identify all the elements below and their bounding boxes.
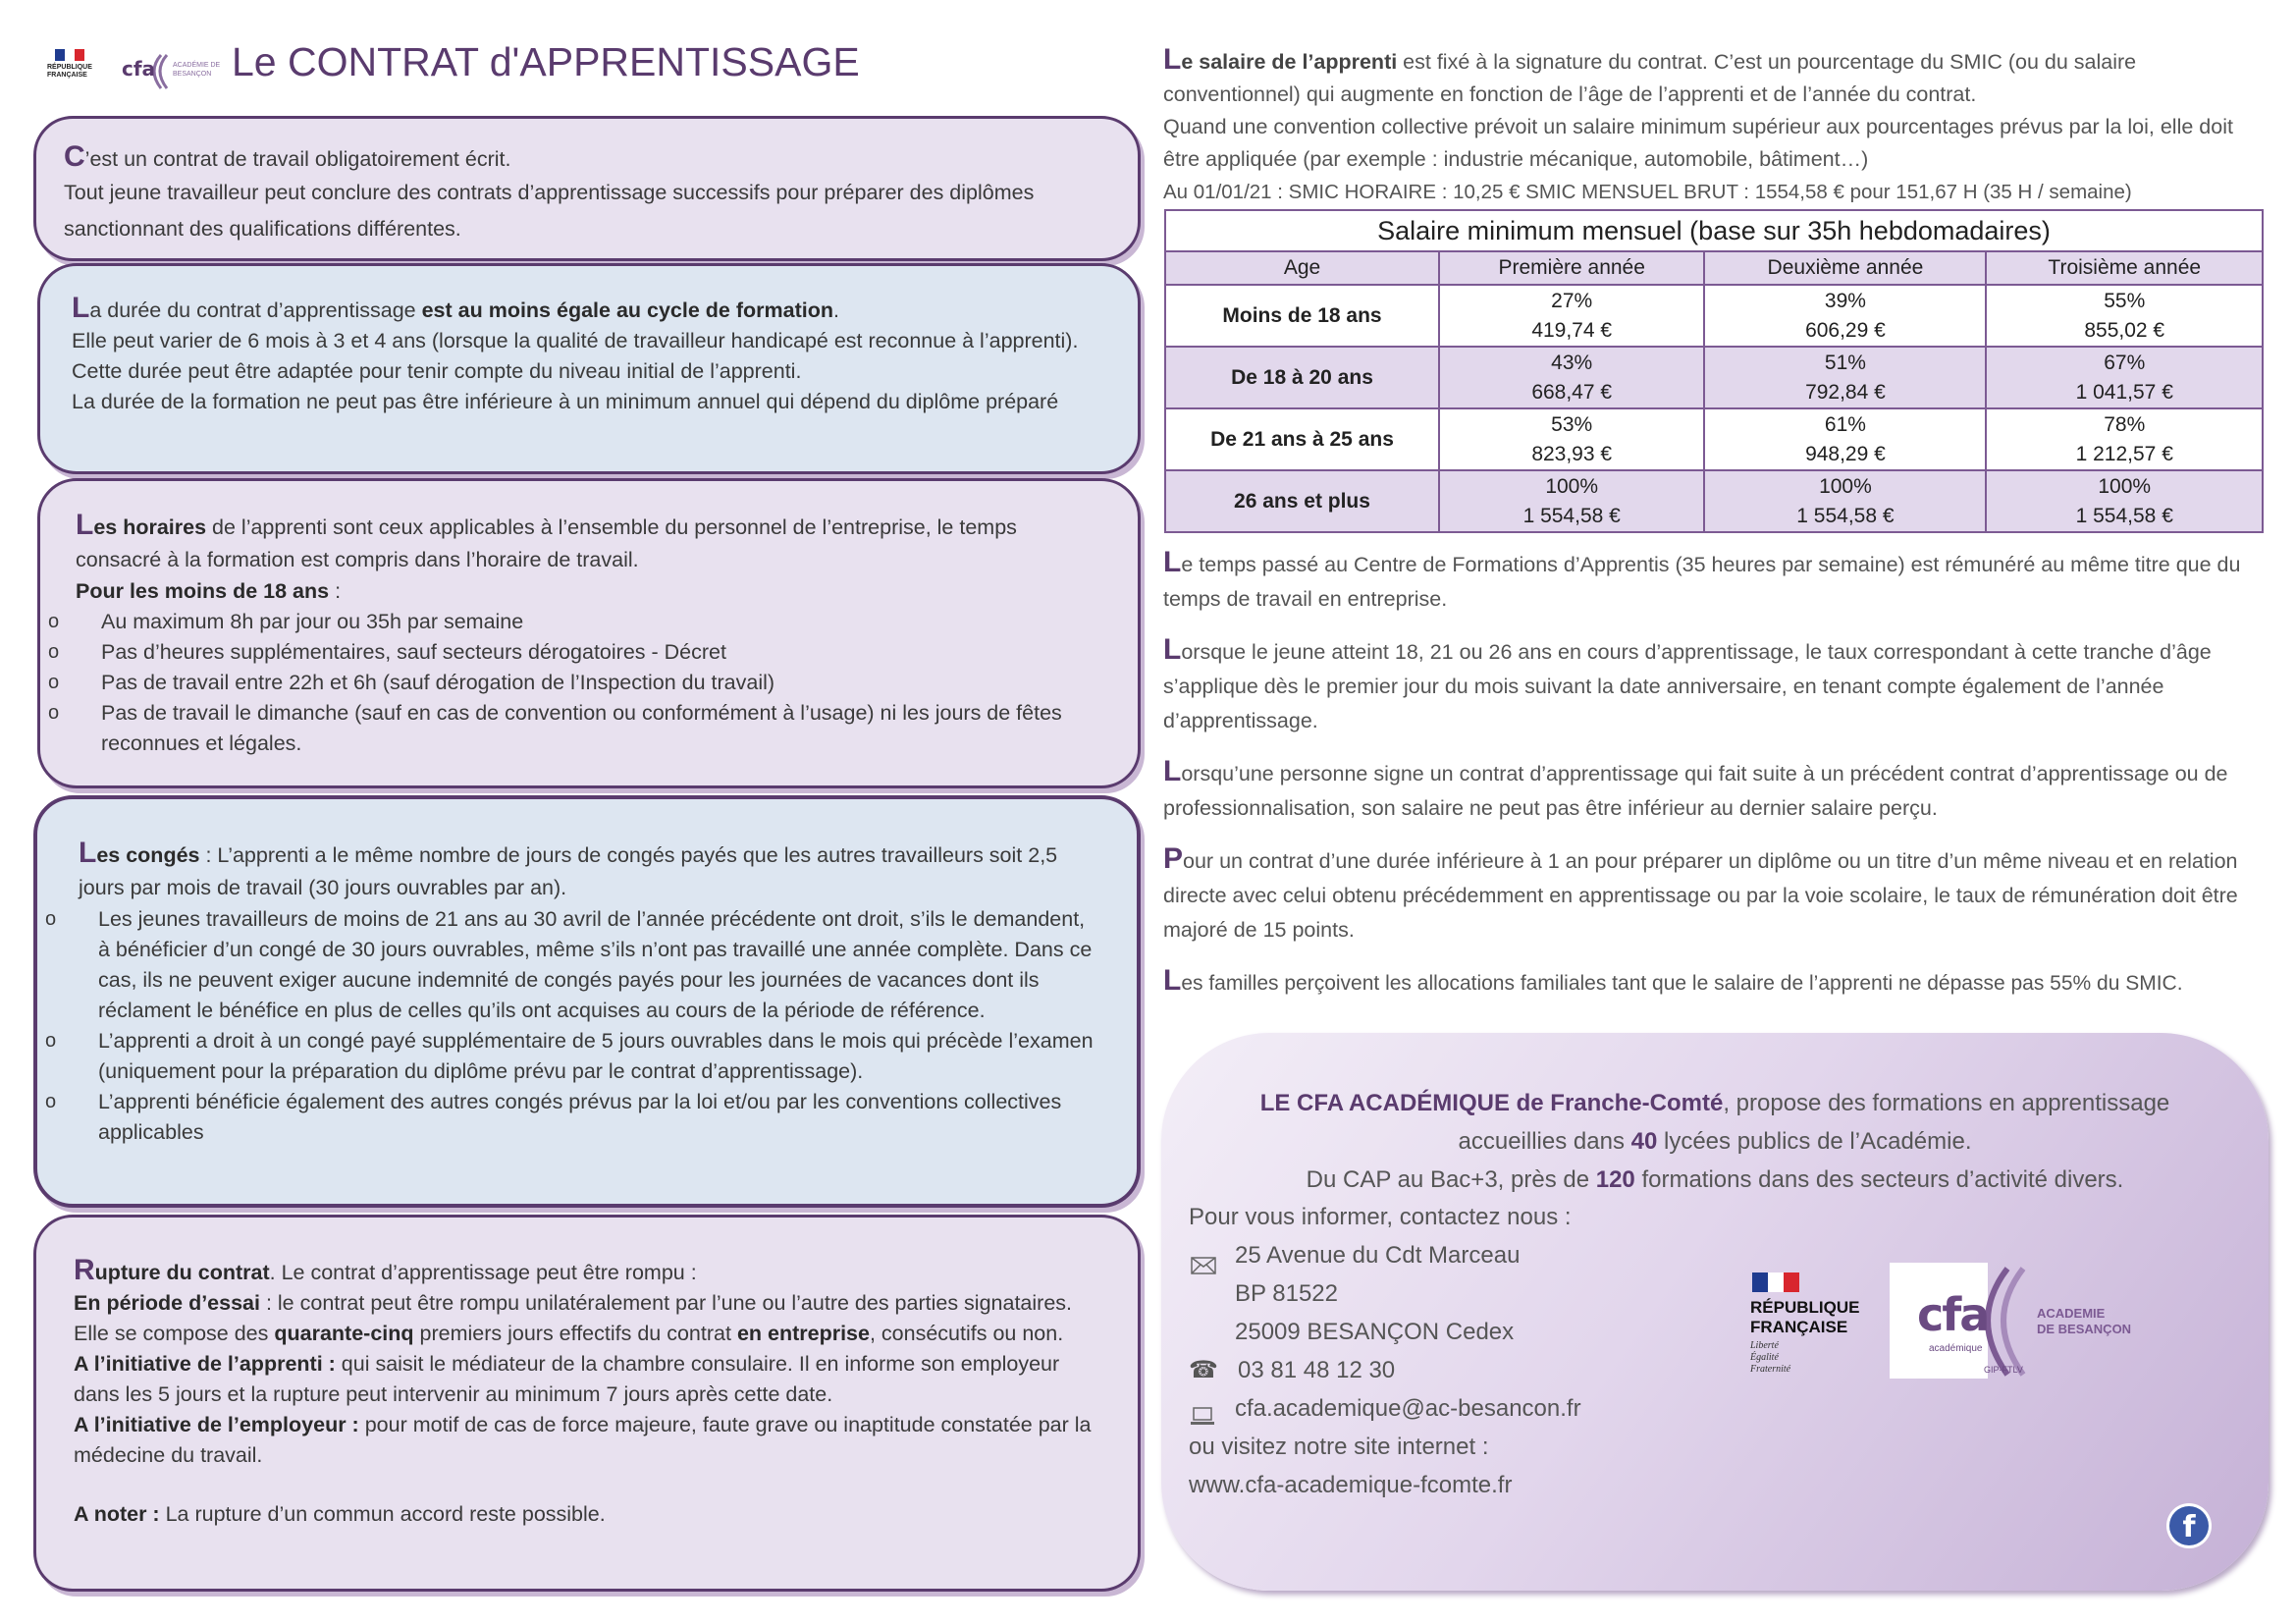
age-cell: Moins de 18 ans [1165,285,1439,347]
amount: 668,47 € [1531,380,1613,404]
facebook-icon[interactable] [2169,1506,2209,1545]
intro-line1 [64,141,1110,175]
email-link[interactable]: cfa.academique@ac-besancon.fr [1235,1395,1581,1422]
horaires-title: es horaires [93,515,207,539]
amount: 792,84 € [1805,380,1886,404]
dropcap: L [76,509,94,541]
salaire-p2: Quand une convention collective prévoit un salaire minimum supérieur aux pourcentages prévus par la loi, elle doit être appliquée (par exemple : industrie mécanique, automobile, bâtiment…) [1163,115,2233,171]
dropcap: P [1163,842,1184,875]
duree-p2: Elle peut varier de 6 mois à 3 et 4 ans (lorsque la qualité de travailleur handicapé est reconnue à l’apprenti). Cette durée peut être adaptée pour tenir compte du niveau initial de l’apprenti. [72,329,1079,383]
pct: 53% [1551,412,1593,436]
logo-rf-text: RÉPUBLIQUE FRANÇAISE [47,64,92,79]
pct: 43% [1551,351,1593,374]
horaires-sub-colon: : [329,579,342,603]
logo-gip: GIP-FTLV [1984,1365,2023,1375]
rupture-noter [74,1499,1100,1530]
table-title: Salaire minimum mensuel (base sur 35h hebdomadaires) [1165,210,2263,251]
duree-heading [72,293,1106,326]
salaire-text1: est fixé à la signature du contrat. C’est un pourcentage du SMIC (ou du salaire conventionnel) qui augmente en fonction de l’âge de l’apprenti et de l’année du contrat. [1163,50,2137,106]
address-text: 25 Avenue du Cdt Marceau [1235,1242,1521,1269]
envelope-icon [1191,1248,1216,1286]
conges-heading [79,837,1095,904]
info-text: es familles perçoivent les allocations familiales tant que le salaire de l’apprenti ne dépasse pas 55% du SMIC. [1181,972,2183,995]
phone-line [1189,1351,1581,1389]
table-header: Troisième année [1986,251,2263,285]
logo-cfa-word-large: cfa [1917,1288,1989,1341]
age-cell: De 21 ans à 25 ans [1165,408,1439,470]
logo-academie2: DE BESANÇON [2037,1322,2132,1336]
conges-list [37,904,1095,1148]
pct: 78% [2104,412,2146,436]
dropcap: R [74,1254,95,1286]
amount: 948,29 € [1805,442,1886,465]
info-paragraphs [1163,545,2263,1016]
cfa-name: LE CFA ACADÉMIQUE de Franche-Comté [1259,1090,1724,1116]
conges-intro: : L’apprenti a le même nombre de jours de congés payés que les autres travailleurs soit 2,5 jours par mois de travail (30 jours ouvrables par an). [79,843,1058,899]
rupture-employeur [74,1410,1100,1471]
essai-b: premiers jours effectifs du contrat [413,1322,737,1345]
cfa-line2-num: 40 [1630,1128,1658,1155]
amount: 1 041,57 € [2075,380,2173,404]
horaires-sub [76,576,1102,607]
pct: 100% [1819,474,1872,498]
horaires-box [37,478,1141,788]
rf-motto3: Fraternité [1750,1364,1791,1375]
salaire-p1 [1163,43,2263,111]
dropcap: L [72,292,90,324]
rupture-heading [74,1255,1100,1288]
table-header: Age [1165,251,1439,285]
address-line: BP 81522 [1235,1280,1338,1307]
duree-intro: a durée du contrat d’apprentissage [89,298,422,322]
duree-dot: . [832,298,839,322]
salary-cell [1439,470,1704,532]
info-paragraph [1163,841,2263,947]
cfa-line3-num: 120 [1595,1166,1635,1193]
table-header-row [1165,251,2263,285]
list-item: o Pas de travail entre 22h et 6h (sauf dérogation de l’Inspection du travail) [40,668,1102,698]
email-line [1189,1389,1581,1428]
cfa-contact-box [1161,1033,2269,1591]
salaire-section [1163,43,2263,208]
salaire-title: e salaire de l’apprenti [1181,50,1398,74]
page-title: Le CONTRAT d'APPRENTISSAGE [232,39,860,84]
logo-academique-word: académique [1929,1343,1983,1354]
essai-bold3: en entreprise [736,1322,870,1345]
intro-text1: ’est un contrat de travail obligatoirement écrit. [84,147,511,171]
amount: 419,74 € [1531,318,1613,342]
dropcap: C [64,140,85,173]
conges-box [33,795,1141,1208]
cfa-presentation [1161,1084,2269,1199]
salary-cell [1986,408,2263,470]
dropcap: L [1163,964,1182,997]
salary-cell [1704,408,1986,470]
cfa-contact [1189,1198,1581,1504]
logo-cfa-word: cfa [122,57,156,81]
cfa-line3 [1161,1161,2269,1199]
intro-box [33,116,1141,261]
phone-icon: ☎ [1189,1357,1218,1383]
salary-cell [1439,347,1704,408]
rupture-box [33,1215,1141,1592]
facebook-glyph: f [2182,1510,2196,1544]
cfa-line1 [1161,1084,2269,1122]
info-text: e temps passé au Centre de Formations d’Apprentis (35 heures par semaine) est rémunéré au même titre que du temps de travail en entreprise. [1163,553,2241,611]
amount: 1 554,58 € [2075,504,2173,527]
amount: 823,93 € [1531,442,1613,465]
essai-a: : le contrat peut être rompu unilatéralement par l’une ou l’autre des parties signataires. Elle se compose des [74,1291,1072,1345]
employeur-bold: A l’initiative de l’employeur : [74,1413,359,1436]
computer-icon [1191,1400,1214,1438]
list-item: o Les jeunes travailleurs de moins de 21 ans au 30 avril de l’année précédente ont droit, s’ils le demandent, à bénéficier d’un congé de 30 jours ouvrables, même s’ils n’ont pas travaillé une année complète. Dans ce cas, ils ne peuvent exiger aucune indemnité de congés payés pour les journées de vacances dont ils réclament le bénéfice en plus de celles qu’ils ont acquises au cours de la période de référence. [37,904,1095,1026]
contact-intro: Pour vous informer, contactez nous : [1189,1204,1572,1230]
amount: 1 212,57 € [2075,442,2173,465]
info-text: orsqu’une personne signe un contrat d’apprentissage qui fait suite à un précédent contrat d’apprentissage ou de professionnalisation, son salaire ne peut pas être inférieur au dernier salaire perçu. [1163,762,2228,820]
pct: 100% [2098,474,2152,498]
dropcap: L [1163,43,1182,76]
rf-line2: FRANÇAISE [1750,1318,1848,1336]
info-text: our un contrat d’une durée inférieure à 1 an pour préparer un diplôme ou un titre d’un même niveau et en relation directe avec celui obtenu précédemment en apprentissage ou par la voie scolaire, le taux de rémunération doit être majoré de 15 points. [1163,849,2238,942]
cfa-line3-b: formations dans des secteurs d’activité divers. [1634,1166,2124,1193]
rupture-apprenti [74,1349,1100,1410]
essai-bold: En période d’essai [74,1291,260,1315]
conges-title: es congés [96,843,200,867]
info-paragraph [1163,963,2263,1001]
horaires-intro: de l’apprenti sont ceux applicables à l’ensemble du personnel de l’entreprise, le temps consacré à la formation est compris dans l’horaire de travail. [76,515,1017,571]
salary-cell [1439,408,1704,470]
rupture-title: upture du contrat [94,1261,270,1284]
cfa-line3-a: Du CAP au Bac+3, près de [1306,1166,1596,1193]
pct: 100% [1545,474,1599,498]
salary-cell [1986,470,2263,532]
logo-cfa-large [1890,1263,2145,1380]
pct: 27% [1551,289,1593,312]
salary-cell [1704,285,1986,347]
amount: 1 554,58 € [1522,504,1621,527]
horaires-heading [76,509,1102,576]
logo-republique-francaise-large [1750,1272,1888,1390]
salary-table [1164,209,2264,533]
duree-box [37,263,1141,474]
logo-cfa-header [118,49,226,92]
pct: 39% [1824,289,1866,312]
list-item: o L’apprenti a droit à un congé payé supplémentaire de 5 jours ouvrables dans le mois qui précède l’examen (uniquement pour la préparation du diplôme prévu par le contrat d’apprentissage). [37,1026,1095,1087]
cfa-line2-a: accueillies dans [1458,1128,1631,1155]
rupture-essai [74,1288,1100,1349]
age-cell: 26 ans et plus [1165,470,1439,532]
dropcap: L [1163,633,1182,666]
table-row [1165,347,2263,408]
cfa-line2-b: lycées publics de l’Académie. [1657,1128,1972,1155]
logo-academie-text: ACADÉMIE DE BESANÇON [173,62,221,78]
list-item: o Pas d’heures supplémentaires, sauf secteurs dérogatoires - Décret [40,637,1102,668]
phone-text: 03 81 48 12 30 [1238,1357,1396,1383]
salary-cell [1986,347,2263,408]
pct: 51% [1824,351,1866,374]
rf-motto2: Égalité [1750,1352,1779,1363]
horaires-list [40,607,1102,759]
salary-cell [1704,470,1986,532]
salary-cell [1439,285,1704,347]
essai-bold2: quarante-cinq [274,1322,414,1345]
dropcap: L [1163,546,1182,578]
table-row [1165,408,2263,470]
age-cell: De 18 à 20 ans [1165,347,1439,408]
pct: 61% [1824,412,1866,436]
noter-text: La rupture d’un commun accord reste possible. [159,1502,606,1526]
address-line: 25009 BESANÇON Cedex [1235,1319,1515,1345]
amount: 606,29 € [1805,318,1886,342]
info-paragraph [1163,632,2263,738]
amount: 1 554,58 € [1796,504,1895,527]
dropcap: L [1163,755,1182,787]
cfa-line2 [1161,1122,2269,1161]
table-header: Deuxième année [1704,251,1986,285]
rf-motto1: Liberté [1750,1340,1779,1351]
table-header: Première année [1439,251,1704,285]
info-paragraph [1163,545,2263,617]
essai-c: , consécutifs ou non. [869,1322,1064,1345]
table-row [1165,470,2263,532]
pct: 55% [2104,289,2146,312]
apprenti-text: qui saisit le médiateur de la chambre consulaire. Il en informe son employeur dans les 5 jours et la rupture peut intervenir au minimum 7 jours après cette date. [74,1352,1060,1406]
website-link[interactable]: www.cfa-academique-fcomte.fr [1189,1472,1513,1498]
logo-academie1: ACADEMIE [2037,1306,2106,1321]
noter-bold: A noter : [74,1502,160,1526]
info-paragraph [1163,754,2263,826]
employeur-text: pour motif de cas de force majeure, faute grave ou inaptitude constatée par la médecine du travail. [74,1413,1092,1467]
rupture-intro: . Le contrat d’apprentissage peut être rompu : [269,1261,697,1284]
list-item: o Pas de travail le dimanche (sauf en cas de convention ou conformément à l’usage) ni les jours de fêtes reconnues et légales. [40,698,1102,759]
pct: 67% [2104,351,2146,374]
info-text: orsque le jeune atteint 18, 21 ou 26 ans en cours d’apprentissage, le taux correspondant à cette tranche d’âge s’applique dès le premier jour du mois suivant la date anniversaire, en tenant compte également de l’année d’apprentissage. [1163,640,2212,732]
list-item: o L’apprenti bénéficie également des autres congés prévus par la loi et/ou par les conventions collectives applicables [37,1087,1095,1148]
duree-p3: La durée de la formation ne peut pas être inférieure à un minimum annuel qui dépend du diplôme préparé [72,390,1059,413]
cfa-line1-rest: , propose des formations en apprentissage [1723,1090,2170,1116]
web-intro: ou visitez notre site internet : [1189,1434,1489,1460]
amount: 855,02 € [2084,318,2165,342]
horaires-sub-bold: Pour les moins de 18 ans [76,579,330,603]
salaire-p3: Au 01/01/21 : SMIC HORAIRE : 10,25 € SMIC MENSUEL BRUT : 1554,58 € pour 151,67 H (35 H / semaine) [1163,181,2132,203]
apprenti-bold: A l’initiative de l’apprenti : [74,1352,336,1376]
duree-bold: est au moins égale au cycle de formation [421,298,833,322]
table-row [1165,285,2263,347]
intro-line2: Tout jeune travailleur peut conclure des contrats d’apprentissage successifs pour préparer des diplômes sanctionnant des qualifications différentes. [64,181,1035,241]
list-item: o Au maximum 8h par jour ou 35h par semaine [40,607,1102,637]
salary-cell [1704,347,1986,408]
dropcap: L [79,837,97,869]
logo-republique-francaise [47,49,92,92]
rf-line1: RÉPUBLIQUE [1750,1298,1860,1317]
address-line [1189,1236,1581,1274]
salary-cell [1986,285,2263,347]
